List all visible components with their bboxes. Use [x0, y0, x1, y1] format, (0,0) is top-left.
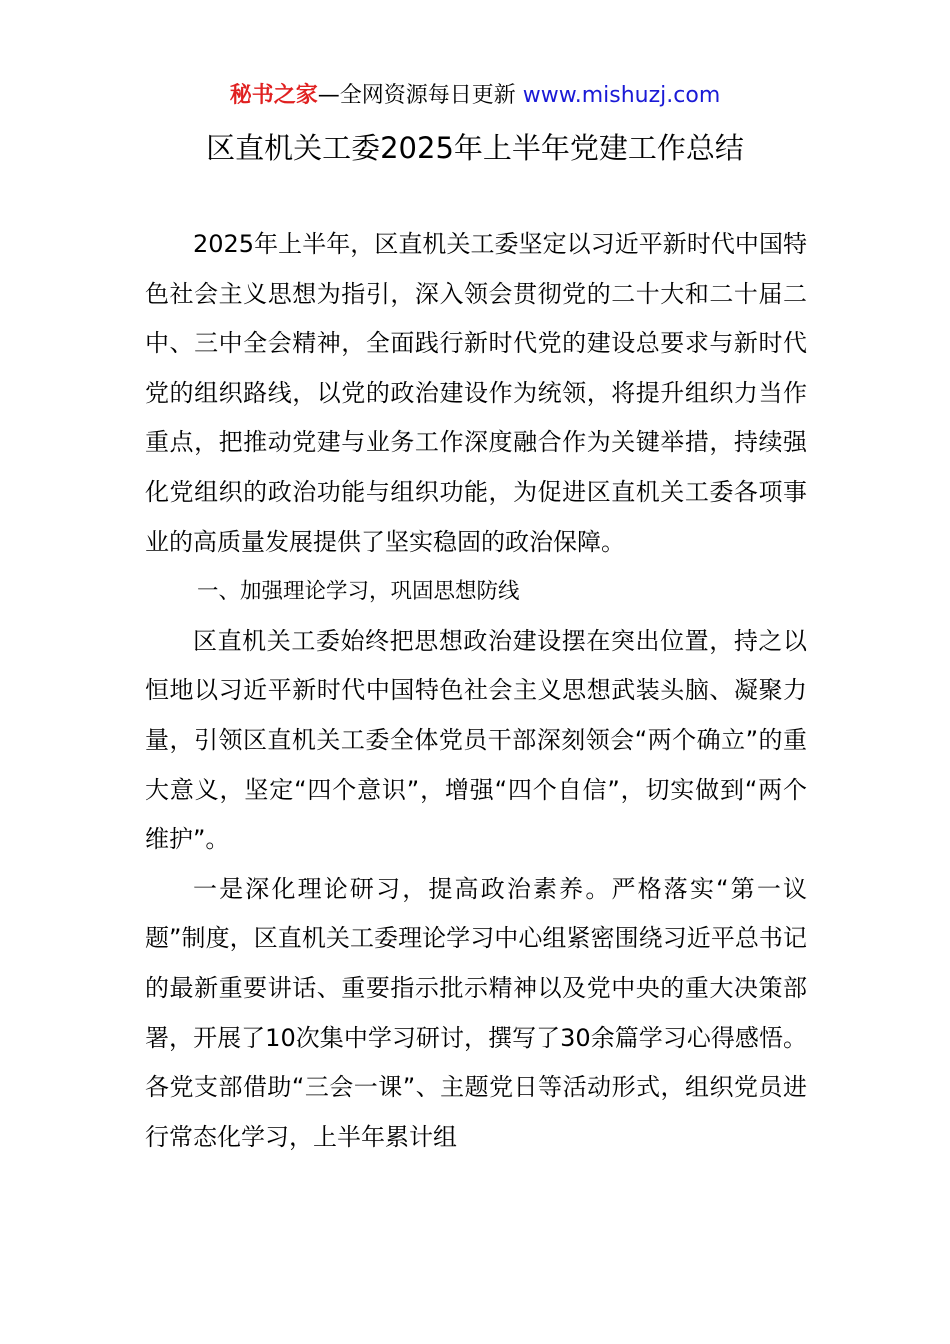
section-paragraph: 一是深化理论研习，提高政治素养。严格落实“第一议题”制度，区直机关工委理论学习中心组紧密围绕习近平总书记的最新重要讲话、重要指示批示精神以及党中央的重大决策部署，开展了10次集中学习研讨，撰写了30余篇学习心得感悟。各党支部借助“三会一课”、主题党日等活动形式，组织党员进行常态化学习，上半年累计组	[145, 874, 807, 1151]
section-heading: 一、加强理论学习，巩固思想防线	[197, 579, 520, 605]
document-body	[145, 220, 807, 1162]
site-url-link[interactable]: www.mishuzj.com	[522, 83, 721, 108]
site-header	[0, 80, 950, 112]
document-title: 区直机关工委2025年上半年党建工作总结	[206, 131, 744, 165]
section-paragraph: 区直机关工委始终把思想政治建设摆在突出位置，持之以恒地以习近平新时代中国特色社会主义思想武装头脑、凝聚力量，引领区直机关工委全体党员干部深刻领会“两个确立”的重大意义，坚定“四个意识”，增强“四个自信”，切实做到“两个维护”。	[145, 626, 807, 854]
intro-paragraph: 2025年上半年，区直机关工委坚定以习近平新时代中国特色社会主义思想为指引，深入领会贯彻党的二十大和二十届二中、三中全会精神，全面践行新时代党的建设总要求与新时代党的组织路线，以党的政治建设作为统领，将提升组织力当作重点，把推动党建与业务工作深度融合作为关键举措，持续强化党组织的政治功能与组织功能，为促进区直机关工委各项事业的高质量发展提供了坚实稳固的政治保障。	[145, 230, 807, 556]
brand-name: 秘书之家	[229, 83, 318, 108]
header-tagline: —全网资源每日更新	[317, 83, 523, 108]
